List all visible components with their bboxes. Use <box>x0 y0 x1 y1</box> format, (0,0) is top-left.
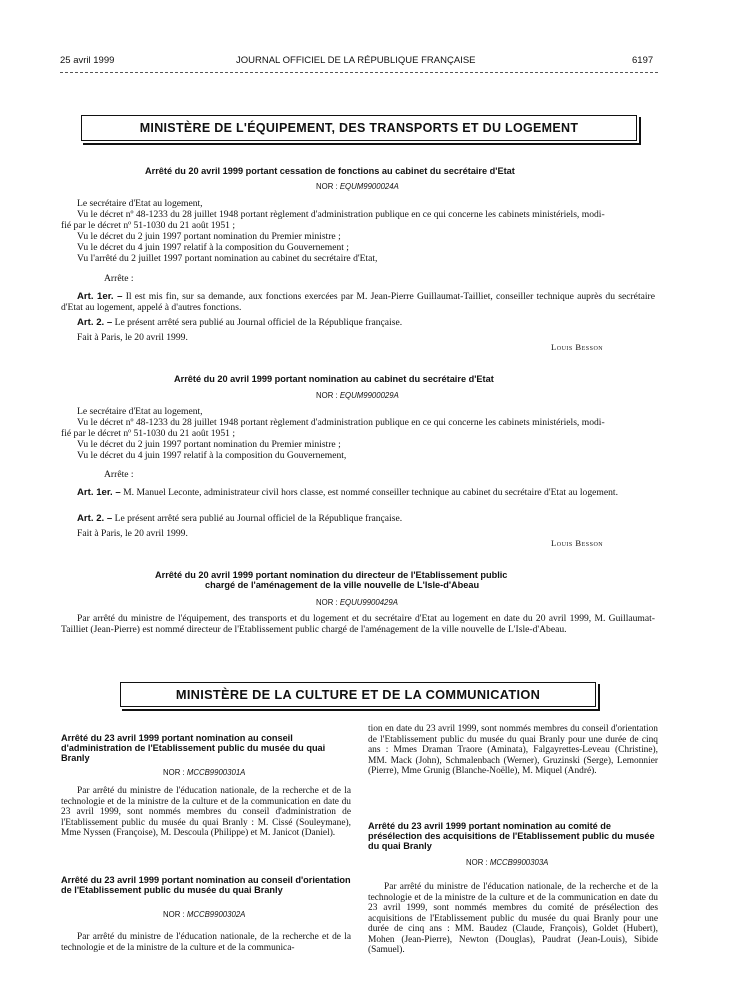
arrete3-body: Par arrêté du ministre de l'équipement, des transports et du logement et du secrétaire d'Etat au logement en date du 20 avril 1999, M. Guillaumat-Tailliet (Jean-Pierre) est nommé directeur de l'Etablissement public chargé de l'aménagement de la ville nouvelle de L'Isle-d'Abeau. <box>61 613 655 635</box>
arrete2-nor: NOR : EQUM9900029A <box>316 391 399 400</box>
arrete2-article2: Art. 2. – Le présent arrêté sera publié au Journal officiel de la République française. <box>77 513 403 524</box>
arrete2-line: Vu le décret nº 48-1233 du 28 juillet 1948 portant règlement d'administration publique en ce qui concerne les cabinets ministériels, modi- <box>77 417 605 428</box>
arrete1-signature: Louis Besson <box>551 342 604 352</box>
culture-arrete1-body: Par arrêté du ministre de l'éducation nationale, de la recherche et de la technologie et de la ministre de la culture et de la communication en date du 23 avril 1999, sont nommés membres du conseil d'administration de l'Etablissement public du musée du quai Branly : M. Cissé (Souleymane), Mme Nyssen (Françoise), M. Descoula (Philippe) et M. Janicot (Daniel). <box>61 786 351 838</box>
header-rule <box>60 72 658 73</box>
arrete1-arrete: Arrête : <box>104 273 134 284</box>
arrete1-title: Arrêté du 20 avril 1999 portant cessation de fonctions au cabinet du secrétaire d'Etat <box>145 166 515 176</box>
arrete3-nor: NOR : EQUU9900429A <box>316 598 398 607</box>
arrete3-title-line2: chargé de l'aménagement de la ville nouvelle de L'Isle-d'Abeau <box>205 580 480 590</box>
arrete2-line: Le secrétaire d'Etat au logement, <box>77 406 203 417</box>
arrete1-line: Vu l'arrêté du 2 juillet 1997 portant nomination au cabinet du secrétaire d'Etat, <box>77 253 378 264</box>
arrete1-fait: Fait à Paris, le 20 avril 1999. <box>77 332 188 343</box>
arrete2-fait: Fait à Paris, le 20 avril 1999. <box>77 528 188 539</box>
header-journal-title: JOURNAL OFFICIEL DE LA RÉPUBLIQUE FRANÇAISE <box>236 55 476 66</box>
arrete1-line: Vu le décret du 4 juin 1997 relatif à la composition du Gouvernement ; <box>77 242 349 253</box>
arrete1-line: Le secrétaire d'Etat au logement, <box>77 198 203 209</box>
culture-arrete3-body: Par arrêté du ministre de l'éducation nationale, de la recherche et de la technologie et de la ministre de la culture et de la communication en date du 23 avril 1999, sont nommés membres du comité de présélection des acquisitions de l'Etablissement public du musée du quai Branly pour une durée de cinq ans : MM. Baudez (Claude, François), Goldet (Hubert), Mohen (Jean-Pierre), Newton (Douglas), Paudrat (Jean-Louis), Sibide (Samuel). <box>368 882 658 955</box>
culture-arrete3-nor: NOR : MCCB9900303A <box>466 858 549 867</box>
arrete2-line: Vu le décret du 2 juin 1997 portant nomination du Premier ministre ; <box>77 439 341 450</box>
arrete1-line: Vu le décret du 2 juin 1997 portant nomination du Premier ministre ; <box>77 231 341 242</box>
culture-arrete2-body: Par arrêté du ministre de l'éducation nationale, de la recherche et de la technologie et de la ministre de la culture et de la communica- <box>61 932 351 953</box>
arrete1-article2: Art. 2. – Le présent arrêté sera publié au Journal officiel de la République française. <box>77 317 403 328</box>
section-title-equipement: MINISTÈRE DE L'ÉQUIPEMENT, DES TRANSPORTS ET DU LOGEMENT <box>81 115 637 141</box>
arrete2-article1: Art. 1er. – M. Manuel Leconte, administrateur civil hors classe, est nommé conseiller technique au cabinet du secrétaire d'Etat au logement. <box>77 487 618 498</box>
arrete1-line: Vu le décret nº 48-1233 du 28 juillet 1948 portant règlement d'administration publique en ce qui concerne les cabinets ministériels, modi- <box>77 209 605 220</box>
arrete2-arrete: Arrête : <box>104 469 134 480</box>
culture-arrete1-nor: NOR : MCCB9900301A <box>163 768 246 777</box>
arrete3-title-line1: Arrêté du 20 avril 1999 portant nomination du directeur de l'Etablissement public <box>155 570 508 580</box>
arrete2-line: fié par le décret nº 51-1030 du 21 août 1951 ; <box>61 428 236 439</box>
culture-arrete2-title: Arrêté du 23 avril 1999 portant nomination au conseil d'orientation de l'Etablissement public du musée du quai Branly <box>61 875 351 896</box>
section-title-culture: MINISTÈRE DE LA CULTURE ET DE LA COMMUNICATION <box>120 682 596 707</box>
culture-arrete2-body-continued: tion en date du 23 avril 1999, sont nommés membres du conseil d'orientation de l'Etablissement public du musée du quai Branly pour une durée de cinq ans : Mmes Draman Traore (Aminata), Falgayrettes-Leveau (Christine), MM. Mack (John), Schmalenbach (Werner), Gruzinski (Serge), Lemonnier (Pierre), Mme Grunig (Blanche-Noëlle), M. Miquel (André). <box>368 724 658 776</box>
arrete2-title: Arrêté du 20 avril 1999 portant nomination au cabinet du secrétaire d'Etat <box>174 374 494 384</box>
arrete1-article1: Art. 1er. – Il est mis fin, sur sa demande, aux fonctions exercées par M. Jean-Pierre Guillaumat-Tailliet, conseiller technique auprès du secrétaire d'Etat au logement, appelé à d'autres fonctions. <box>61 291 655 313</box>
header-date: 25 avril 1999 <box>60 55 115 66</box>
arrete1-nor: NOR : EQUM9900024A <box>316 182 399 191</box>
arrete1-line: fié par le décret nº 51-1030 du 21 août 1951 ; <box>61 220 236 231</box>
arrete2-signature: Louis Besson <box>551 538 604 548</box>
culture-arrete2-nor: NOR : MCCB9900302A <box>163 910 246 919</box>
arrete2-line: Vu le décret du 4 juin 1997 relatif à la composition du Gouvernement, <box>77 450 347 461</box>
culture-arrete1-title: Arrêté du 23 avril 1999 portant nomination au conseil d'administration de l'Etablissement public du musée du quai Branly <box>61 733 326 764</box>
header-page-number: 6197 <box>632 55 654 66</box>
culture-arrete3-title: Arrêté du 23 avril 1999 portant nomination au comité de présélection des acquisitions de l'Etablissement public du musée du quai Branly <box>368 821 655 852</box>
